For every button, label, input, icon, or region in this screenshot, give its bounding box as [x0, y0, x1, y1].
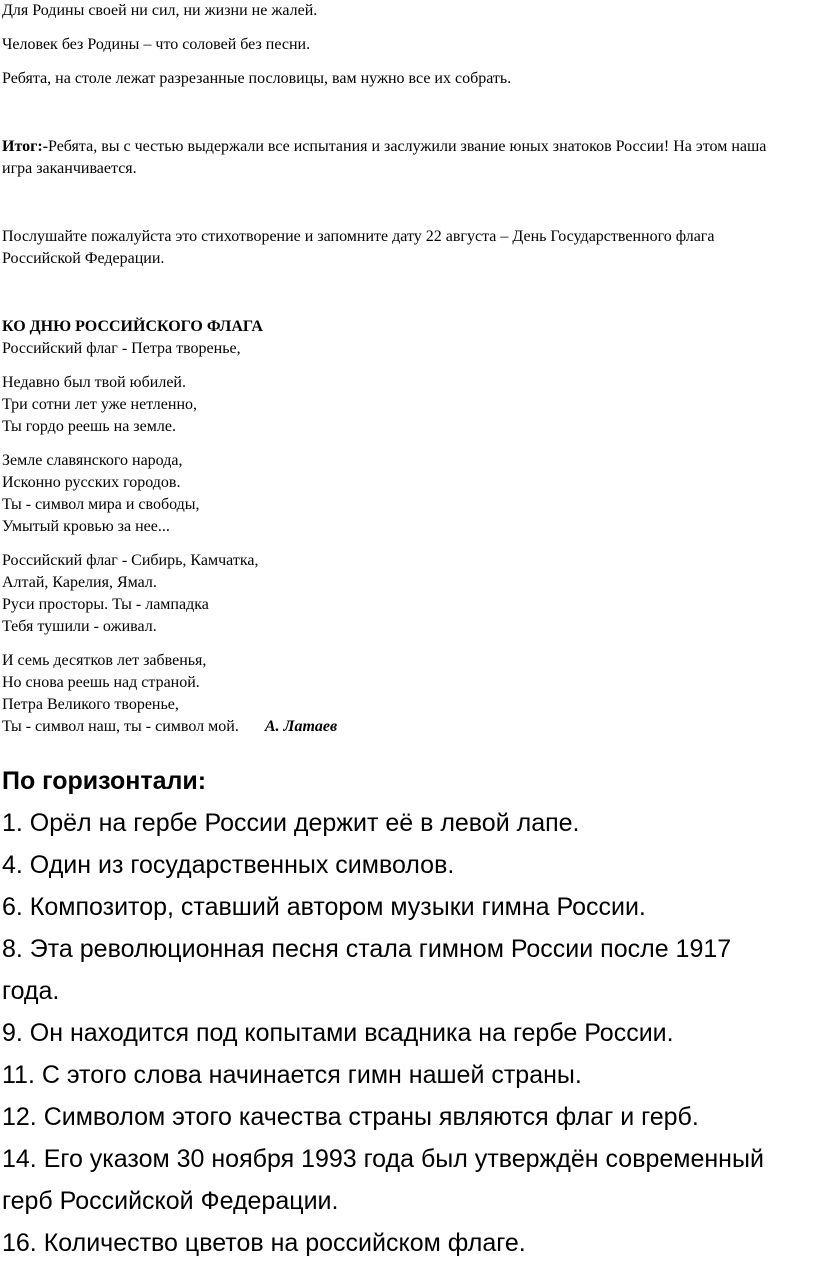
poem-line: Ты - символ наш, ты - символ мой. — [2, 718, 239, 735]
summary-paragraph — [2, 136, 798, 180]
task-text: Ребята, на столе лежат разрезанные пословицы, вам нужно все их собрать. — [2, 70, 512, 87]
poem-line: Ты гордо реешь на земле. — [2, 418, 176, 435]
poem-line: Недавно был твой юбилей. — [2, 374, 186, 391]
poem-line: Но снова реешь над страной. — [2, 674, 200, 691]
clue-item: 8. Эта революционная песня стала гимном России после 1917 года. — [2, 935, 732, 1005]
clue-item: 11. С этого слова начинается гимн нашей страны. — [2, 1061, 582, 1089]
clue-item: 1. Орёл на гербе России держит её в левой лапе. — [2, 809, 580, 837]
poem-last-line — [2, 716, 337, 738]
clue-item: 12. Символом этого качества страны являются флаг и герб. — [2, 1103, 699, 1131]
poem-line: Российский флаг - Сибирь, Камчатка, — [2, 552, 259, 569]
poem-line: Три сотни лет уже нетленно, — [2, 396, 198, 413]
poem-line: И семь десятков лет забвенья, — [2, 652, 207, 669]
poem-line: Руси просторы. Ты - лампадка — [2, 596, 209, 613]
listen-paragraph: Послушайте пожалуйста это стихотворение и запомните дату 22 августа – День Государственного флага Российской Федерации. — [2, 228, 715, 267]
poem-line: Ты - символ мира и свободы, — [2, 496, 200, 513]
poem-title: КО ДНЮ РОССИЙСКОГО ФЛАГА — [2, 318, 263, 335]
crossword-clues — [2, 760, 792, 1264]
poem — [2, 316, 337, 738]
poem-line: Умытый кровью за нее... — [2, 518, 170, 535]
poem-line: Российский флаг - Петра творенье, — [2, 340, 241, 357]
poem-line: Земле славянского народа, — [2, 452, 183, 469]
clue-item: 4. Один из государственных символов. — [2, 851, 455, 879]
crossword-heading: По горизонтали: — [2, 767, 207, 795]
summary-text: Ребята, вы с честью выдержали все испытания и заслужили звание юных знатоков России! На этом наша игра заканчивается. — [2, 138, 767, 177]
clue-item: 14. Его указом 30 ноября 1993 года был утверждён современный герб Российской Федерации. — [2, 1145, 764, 1215]
clue-item: 9. Он находится под копытами всадника на гербе России. — [2, 1019, 674, 1047]
poem-line: Петра Великого творенье, — [2, 696, 179, 713]
clue-item: 6. Композитор, ставший автором музыки гимна России. — [2, 893, 646, 921]
proverb-1: Для Родины своей ни сил, ни жизни не жалей. — [2, 2, 318, 19]
proverb-2: Человек без Родины – что соловей без песни. — [2, 36, 311, 53]
poem-author: А. Латаев — [264, 718, 338, 735]
poem-line: Исконно русских городов. — [2, 474, 181, 491]
clue-item: 16. Количество цветов на российском флаге. — [2, 1229, 526, 1257]
poem-line: Тебя тушили - оживал. — [2, 618, 157, 635]
summary-label: Итог:- — [2, 138, 49, 155]
poem-line: Алтай, Карелия, Ямал. — [2, 574, 157, 591]
